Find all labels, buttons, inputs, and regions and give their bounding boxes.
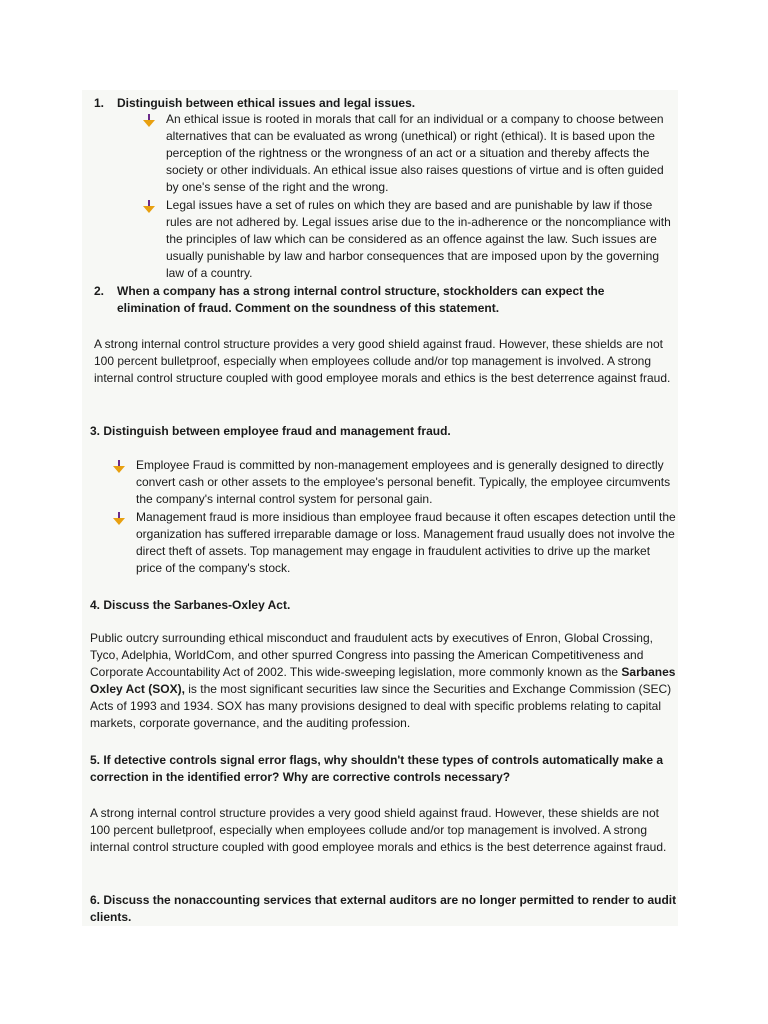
- q2-number: 2.: [94, 284, 105, 298]
- bullet-arrow-icon: [142, 114, 156, 128]
- q5-answer: A strong internal control structure provides a very good shield against fraud. However, these shields are not 100 percent bulletproof, especially when employees collude and/or top management is involved. A strong internal control structure coupled with good employee morals and ethics is the best deterrence against fraud.: [90, 806, 667, 854]
- q3-title: 3. Distinguish between employee fraud and management fraud.: [90, 424, 451, 438]
- q1-bullet-legal: Legal issues have a set of rules on which they are based and are punishable by law if those rules are not adhered by. Legal issues arise due to the in-adherence or the noncompliance with the principles of law which can be considered as an offence against the law. Such issues are usually punishable by law and harbor consequences that are imposed upon by the governing law of a country.: [166, 198, 671, 280]
- q6-title: 6. Discuss the nonaccounting services that external auditors are no longer permitted to render to audit clients.: [90, 893, 677, 924]
- q2-answer: A strong internal control structure provides a very good shield against fraud. However, these shields are not 100 percent bulletproof, especially when employees collude and/or top management is involved. A strong internal control structure coupled with good employee morals and ethics is the best deterrence against fraud.: [94, 337, 671, 385]
- bullet-arrow-icon: [112, 460, 126, 474]
- q3-bullet-management-fraud: Management fraud is more insidious than employee fraud because it often escapes detection until the organization has suffered irreparable damage or loss. Management fraud usually does not involve the direct theft of assets. Top management may engage in fraudulent activities to drive up the market price of the company's stock.: [136, 510, 676, 575]
- q4-title: 4. Discuss the Sarbanes-Oxley Act.: [90, 598, 291, 612]
- q5-title: 5. If detective controls signal error flags, why shouldn't these types of controls automatically make a correction in the identified error? Why are corrective controls necessary?: [90, 753, 664, 784]
- q1-bullet-ethical: An ethical issue is rooted in morals that call for an individual or a company to choose between alternatives that can be evaluated as wrong (unethical) or right (ethical). It is based upon the perception of the rightness or the wrongness of an act or a situation and thereby affects the society or other individuals. An ethical issue also raises questions of virtue and is often guided by one's sense of the right and the wrong.: [166, 112, 664, 194]
- bullet-arrow-icon: [142, 200, 156, 214]
- sox-term: Sarbanes Oxley Act (SOX),: [90, 665, 676, 696]
- q2-title: When a company has a strong internal control structure, stockholders can expect the elimination of fraud. Comment on the soundness of this statement.: [117, 284, 605, 315]
- q4-answer-text-before: Public outcry surrounding ethical misconduct and fraudulent acts by executives of Enron, Global Crossing, Tyco, Adelphia, WorldCom, and other spurred Congress into passing the American Competitiveness and Corporate Accountability Act of 2002. This wide-sweeping legislation, more commonly known as the: [90, 631, 653, 679]
- q1-number: 1.: [94, 96, 105, 110]
- q4-answer-text-after: is the most significant securities law since the Securities and Exchange Commission (SEC) Acts of 1993 and 1934. SOX has many provisions designed to deal with specific problems relating to capital markets, corporate governance, and the auditing profession.: [90, 682, 672, 730]
- q1-title: Distinguish between ethical issues and legal issues.: [117, 96, 416, 110]
- q3-bullet-employee-fraud: Employee Fraud is committed by non-management employees and is generally designed to directly convert cash or other assets to the employee's personal benefit. Typically, the employee circumvents the company's internal control system for personal gain.: [136, 458, 671, 506]
- bullet-arrow-icon: [112, 512, 126, 526]
- q4-answer: [90, 630, 678, 732]
